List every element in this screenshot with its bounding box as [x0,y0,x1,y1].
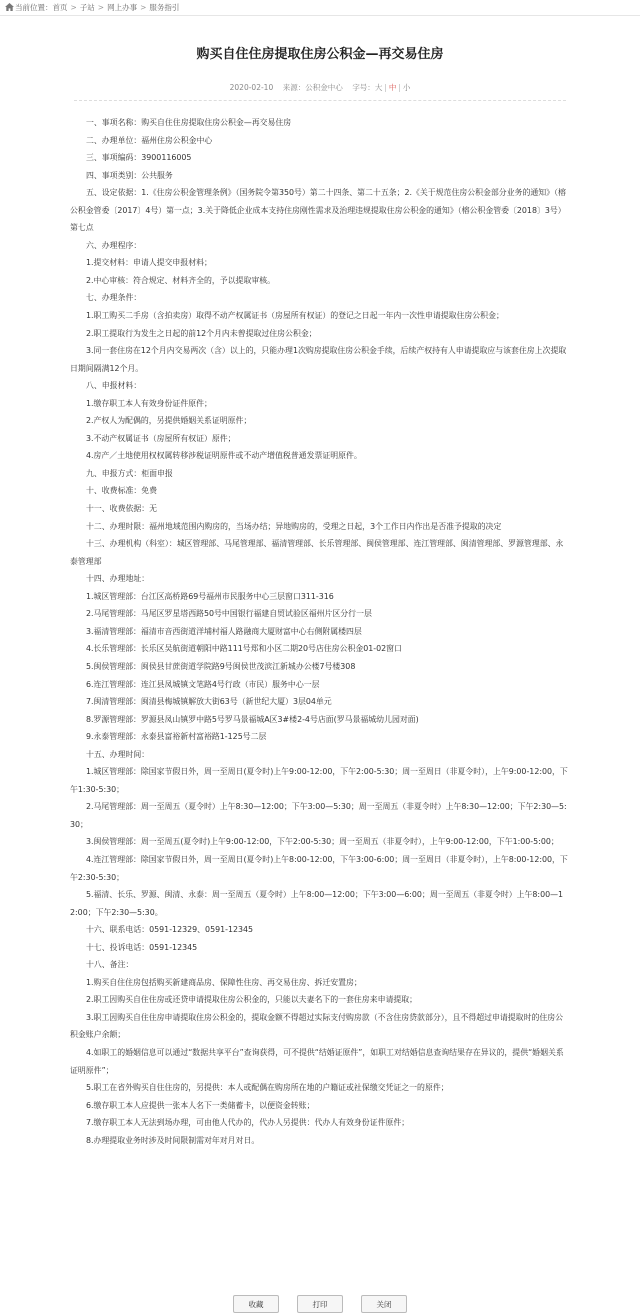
article-paragraph: 十、收费标准：免费 [86,486,158,496]
article-paragraph: 1.购买自住住房包括购买新建商品房、保障性住房、再交易住房、拆迁安置房； [86,977,362,987]
article-paragraph: 十七、投诉电话：0591-12345 [86,942,198,952]
article-paragraph: 2.产权人为配偶的，另提供婚姻关系证明原件； [86,416,252,426]
article-paragraph: 九、申报方式：柜面申报 [86,468,173,478]
article-paragraph: 十一、收费依据：无 [86,504,158,514]
publish-date: 2020-02-10 [229,83,274,92]
article-paragraph: 2.职工提取行为发生之日起的前12个月内未曾提取过住房公积金； [86,328,317,338]
article-paragraph: 十三、办理机构（科室）：城区管理部、马尾管理部、福清管理部、长乐管理部、闽侯管理部、连江管理部、闽清管理部、罗源管理部、永泰管理部 [70,539,564,566]
article-paragraph: 3.福清管理部：福清市音西街道洋埔村福人路融商大厦财富中心右侧附属楼四层 [86,626,362,636]
breadcrumb-service-guide[interactable]: 服务指引 [149,3,180,12]
article-paragraph: 六、办理程序： [86,240,142,250]
article-paragraph: 2.马尾管理部：马尾区罗星塔西路50号中国银行福建自贸试验区福州片区分行一层 [86,609,372,619]
breadcrumb [0,0,640,16]
breadcrumb-substation[interactable]: 子站 [79,3,95,12]
source-value: 公积金中心 [305,83,343,92]
article-paragraph: 五、设定依据：1.《住房公积金管理条例》（国务院令第350号）第二十四条、第二十五条；2.《关于规范住房公积金部分业务的通知》（榕公积金管委〔2017〕4号）第一点；3.关于降低企业成本支持住房刚性需求及治理违规提取住房公积金的通知》（榕公积金管委〔2018〕3号）第七点 [70,188,566,233]
breadcrumb-home[interactable]: 首页 [52,3,68,12]
font-size-small[interactable]: 小 [402,83,411,92]
article-paragraph: 8.罗源管理部：罗源县凤山镇罗中路5号罗马景福城A区3#楼2-4号店面(罗马景福城幼儿园对面) [86,714,419,724]
breadcrumb-prefix: 当前位置： [15,3,53,12]
article-paragraph: 七、办理条件： [86,293,142,303]
article-paragraph: 8.办理提取业务时涉及时间限制需对年对月对日。 [86,1135,260,1145]
article-paragraph: 十五、办理时间： [86,749,150,759]
font-size-divider: | [384,83,387,92]
breadcrumb-separator: > [140,3,147,12]
article-paragraph: 7.闽清管理部：闽清县梅城镇解放大街63号（新世纪大厦）3层04单元 [86,697,332,707]
breadcrumb-separator: > [97,3,105,12]
article-paragraph: 1.缴存职工本人有效身份证件原件； [86,398,212,408]
page-title: 购买自住住房提取住房公积金—再交易住房 [196,47,444,62]
article-paragraph: 4.连江管理部：除国家节假日外，周一至周日(夏令时)上午8:00-12:00，下午3:00-6:00；周一至周日（非夏令时），上午8:00-12:00，下午2:30-5:30； [70,854,568,882]
article-paragraph: 三、事项编码：3900116005 [86,153,192,163]
article-paragraph: 十四、办理地址： [86,574,150,584]
article-paragraph: 十六、联系电话：0591-12329、0591-12345 [86,925,254,935]
article-paragraph: 1.提交材料：申请人提交申报材料； [86,258,212,268]
article-paragraph: 9.永泰管理部：永泰县富裕新村富裕路1-125号二层 [86,732,267,742]
article-paragraph: 2.马尾管理部：周一至周五（夏令时）上午8:30—12:00；下午3:00—5:30；周一至周五（非夏令时）上午8:30—12:00；下午2:30—5:30； [70,802,567,829]
font-size-divider: | [398,83,401,92]
article-paragraph: 四、事项类别：公共服务 [86,170,173,180]
article-paragraph: 5.职工在省外购买自住住房的，另提供：本人或配偶在购房所在地的户籍证或社保缴交凭证之一的原件； [86,1083,449,1093]
article-paragraph: 1.城区管理部：台江区高桥路69号福州市民服务中心三层窗口311-316 [86,591,334,601]
article-paragraph: 5.福清、长乐、罗源、闽清、永泰：周一至周五（夏令时）上午8:00—12:00；下午3:00—6:00；周一至周五（非夏令时）上午8:00—12:00；下午2:30—5:30。 [70,890,564,917]
article-body [70,114,570,1149]
font-size-label: 字号： [352,83,375,92]
article-paragraph: 1.城区管理部：除国家节假日外，周一至周日(夏令时)上午9:00-12:00，下午2:00-5:30；周一至周日（非夏令时），上午9:00-12:00，下午1:30-5:30； [70,767,568,794]
article-paragraph: 2.职工因购买自住住房或还贷申请提取住房公积金的，只能以夫妻名下的一套住房来申请提取； [86,995,418,1005]
collect-button[interactable]: 收藏 [233,1295,279,1313]
article-paragraph: 2.中心审核：符合规定、材料齐全的，予以提取审核。 [86,275,276,285]
article-meta [0,82,640,94]
article-paragraph: 6.缴存职工本人应提供一张本人名下一类储蓄卡，以便资金转账； [86,1100,315,1110]
article-actions [0,1295,640,1308]
print-button[interactable]: 打印 [297,1295,343,1313]
article-paragraph: 十八、备注： [86,960,134,970]
article-paragraph: 5.闽侯管理部：闽侯县甘蔗街道学院路9号闽侯世茂滨江新城办公楼7号楼308 [86,661,356,671]
close-button[interactable]: 关闭 [361,1295,407,1313]
article-paragraph: 7.缴存职工本人无法到场办理，可由他人代办的，代办人另提供：代办人有效身份证件原件； [86,1118,410,1128]
source-label: 来源： [282,83,306,92]
breadcrumb-separator: > [70,3,77,12]
article-paragraph: 3.闽侯管理部：周一至周五(夏令时)上午9:00-12:00，下午2:00-5:30；周一至周五（非夏令时），上午9:00-12:00，下午1:00-5:00； [86,837,559,847]
article-paragraph: 3.职工因购买自住住房申请提取住房公积金的，提取金额不得超过实际支付购房款（不含住房贷款部分），且不得超过申请提取时的住房公积金账户余额； [70,1012,564,1040]
article-paragraph: 4.房产／土地使用权权属转移涉税证明原件或不动产增值税普通发票证明原件。 [86,451,362,461]
article-paragraph: 1.职工购买二手房（含拍卖房）取得不动产权属证书（房屋所有权证）的登记之日起一年内一次性申请提取住房公积金； [86,311,504,321]
article-paragraph: 一、事项名称：购买自住住房提取住房公积金—再交易住房 [86,118,292,127]
article-paragraph: 3.不动产权属证书（房屋所有权证）原件； [86,433,236,443]
meta-divider [74,100,566,101]
article-paragraph: 6.连江管理部：连江县凤城镇文笔路4号行政（市民）服务中心一层 [86,679,320,689]
article-paragraph: 二、办理单位：福州住房公积金中心 [86,135,213,145]
article-paragraph: 十二、办理时限：福州地域范围内购房的，当场办结；异地购房的，受理之日起，3个工作日内作出是否准予提取的决定 [86,521,502,531]
font-size-medium[interactable]: 中 [388,83,397,92]
article-paragraph: 八、申报材料： [86,381,142,391]
home-icon [5,3,14,11]
font-size-large[interactable]: 大 [374,83,383,92]
article-paragraph: 4.长乐管理部：长乐区吴航街道朝阳中路111号郑和小区二期20号店住房公积金01-02窗口 [86,644,402,654]
breadcrumb-online-service[interactable]: 网上办事 [107,3,138,12]
article-paragraph: 3.同一套住房在12个月内交易两次（含）以上的，只能办理1次购房提取住房公积金手续，后续产权持有人申请提取应与该套住房上次提取日期间隔满12个月。 [70,346,567,373]
article-paragraph: 4.如职工的婚姻信息可以通过“数据共享平台”查询获得，可不提供“结婚证原件”，如职工对结婚信息查询结果存在异议的，提供“婚姻关系证明原件”； [70,1047,564,1075]
